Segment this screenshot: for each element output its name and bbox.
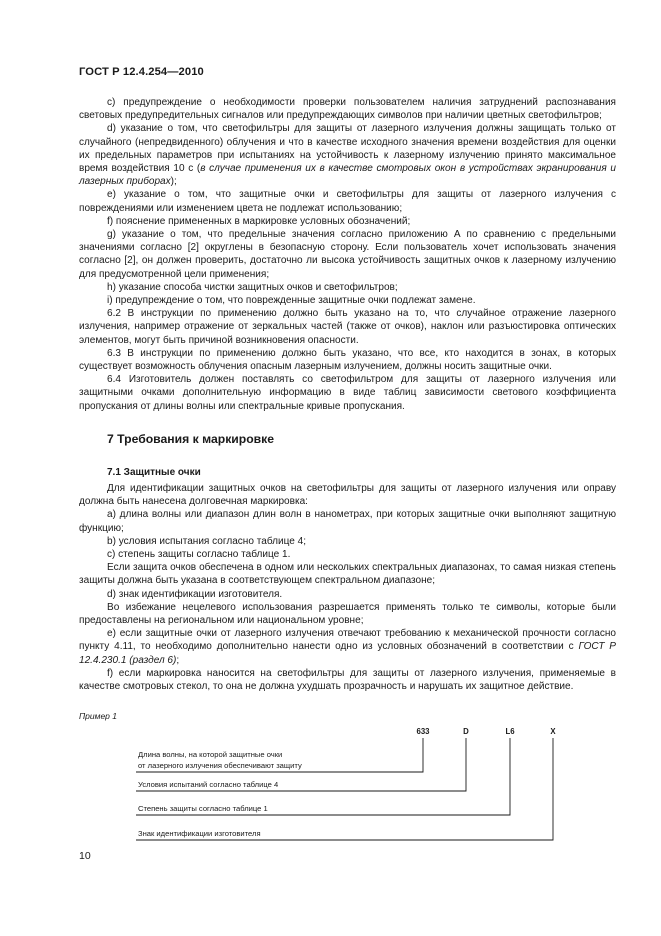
item-d-end: );: [170, 176, 177, 188]
document-header: ГОСТ Р 12.4.254—2010: [79, 66, 204, 78]
clause-6-4: 6.4 Изготовитель должен поставлять со светофильтром для защиты от лазерного излучения или защитными очками дополнительную информацию в виде таблиц зависимости светового коэффициента пропускания от длины волны или спектральные кривые пропускания.: [79, 374, 616, 412]
label-wavelength-line1: Длина волны, на которой защитные очки: [138, 750, 283, 759]
page-number: 10: [79, 850, 91, 862]
clause-6-2: 6.2 В инструкции по применению должно быть указано на то, что случайное отражение лазерного излучения, например отражение от зеркальных частей (также от очков), наклон или разъюстировка оптических элементов, могут быть причиной возникновения опасности.: [79, 308, 616, 346]
marking-item-b: b) условия испытания согласно таблице 4;: [107, 535, 306, 547]
item-f: f) пояснение примененных в маркировке условных обозначений;: [107, 215, 411, 227]
standard-reference: ГОСТ Р 12.4.230.1 (раздел 6): [79, 641, 617, 666]
label-test-conditions: Условия испытаний согласно таблице 4: [138, 780, 279, 789]
marking-item-a: a) длина волны или диапазон длин волн в нанометрах, при которых защитные очки выполняют защитную функцию;: [79, 509, 616, 534]
marking-item-e-end: ;: [176, 654, 180, 666]
section-7-1-title: 7.1 Защитные очки: [107, 467, 201, 478]
label-manufacturer: Знак идентификации изготовителя: [138, 829, 261, 838]
item-g: g) указание о том, что предельные значения согласно приложению А по сравнению с предельными значениями согласно [2] округлены в безопасную сторону. Если пользователь хочет использовать значения согласно [2], он должен проверить, достаточно ли высока устойчивость защитных очков к лазерному излучению для предусмотренной цели применения;: [79, 229, 616, 280]
marking-item-f: f) если маркировка наносится на светофильтры для защиты от лазерного излучения, применяемые в качестве смотровых стекол, то она не должна ухудшать прозрачность и нарушать их защитное действие.: [79, 667, 616, 693]
clause-6-3: 6.3 В инструкции по применению должно быть указано, что все, кто находится в зонах, в которых существует возможность облучения опасным лазерным излучением, должны носить защитные очки.: [79, 347, 616, 373]
code-wavelength: 633: [416, 727, 430, 736]
code-test-conditions: D: [463, 727, 469, 736]
code-protection-level: L6: [505, 727, 515, 736]
marking-item-d: d) знак идентификации изготовителя.: [107, 588, 283, 600]
item-i: i) предупреждение о том, что поврежденные защитные очки подлежат замене.: [107, 295, 476, 307]
marking-item-e-text: e) если защитные очки от лазерного излучения отвечают требованию к механической прочности согласно пункту 4.11, то необходимо дополнительно нанести одно из условных обозначений в соответствии с: [79, 628, 616, 653]
item-d-text: d) указание о том, что светофильтры для защиты от лазерного излучения должны защищать только от случайного (непредвиденного) облучения и что в качестве исходного значения времени воздействия для оценки их предельных параметров при испытаниях на устойчивость к лазерному излучению принято максимальное время воздействия 10 с (: [79, 123, 616, 175]
item-e: e) указание о том, что защитные очки и светофильтры для защиты от лазерного излучения с повреждениями или изменением цвета не подлежат использованию;: [79, 189, 616, 214]
marking-item-c: c) степень защиты согласно таблице 1.: [107, 549, 291, 561]
marking-note-spectral: Если защита очков обеспечена в одном или нескольких спектральных диапазонах, то самая низкая степень защиты должна быть указана в соответствующем спектральном диапазоне;: [79, 562, 616, 587]
item-d-italic: в случае применения их в качестве смотровых окон в устройствах экранирования и лазерных приборах: [79, 163, 617, 188]
item-h: h) указание способа чистки защитных очков и светофильтров;: [107, 281, 398, 293]
marking-note-symbols: Во избежание нецелевого использования разрешается применять только те символы, которые были предоставлены на региональном или национальном уровне;: [79, 601, 616, 627]
marking-intro: Для идентификации защитных очков на светофильтры для защиты от лазерного излучения или оправу должна быть нанесена долговечная маркировка:: [79, 483, 616, 508]
label-wavelength-line2: от лазерного излучения обеспечивают защиту: [138, 761, 302, 770]
code-manufacturer: X: [550, 727, 556, 736]
section-7-title: 7 Требования к маркировке: [107, 432, 275, 446]
example-label: Пример 1: [79, 711, 117, 721]
label-protection-level: Степень защиты согласно таблице 1: [138, 804, 268, 813]
item-c: c) предупреждение о необходимости проверки пользователем наличия затруднений распознавания световых предупредительных сигналов или предупреждающих символов при наличии цветных светофильтров;: [79, 97, 616, 122]
